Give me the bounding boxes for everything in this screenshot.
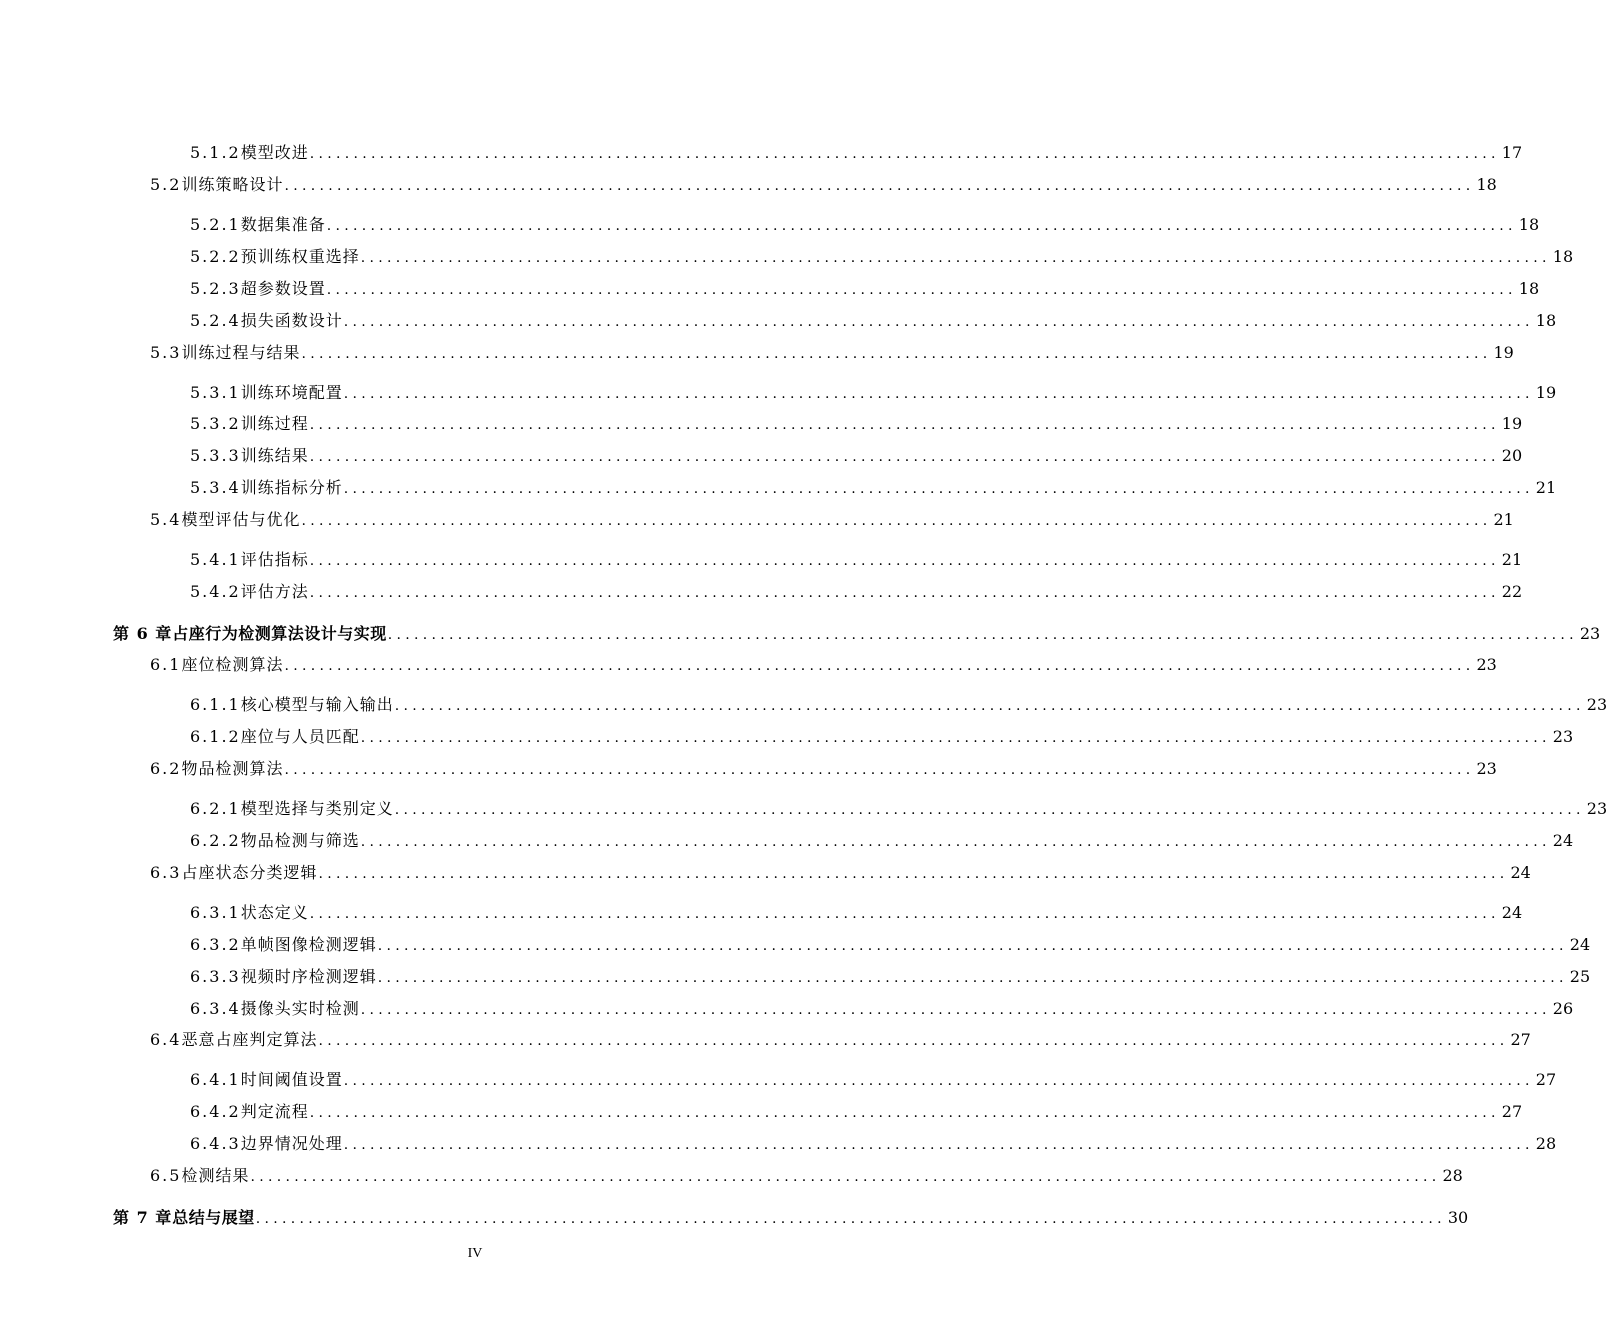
toc-dot-leader: ........................................................................................................................................ <box>309 449 1500 465</box>
toc-entry-title: 训练结果 <box>240 446 309 465</box>
toc-entry-page: 23 <box>1586 695 1607 714</box>
toc-entry-number: 6.1.1 <box>190 695 241 714</box>
toc-entry-page: 20 <box>1501 446 1523 465</box>
toc-entry-title: 物品检测与筛选 <box>240 831 360 850</box>
toc-dot-leader: ........................................................................................................................................ <box>343 1137 1534 1153</box>
toc-entry-page: 23 <box>1552 727 1574 746</box>
toc-chapter-entry[interactable] <box>113 1206 1469 1230</box>
toc-dot-leader: ........................................................................................................................................ <box>318 1033 1509 1049</box>
toc-dot-leader: ........................................................................................................................................ <box>343 386 1534 402</box>
toc-dot-leader: ........................................................................................................................................ <box>360 1002 1551 1018</box>
toc-entry-number: 5.3.3 <box>190 446 241 465</box>
toc-dot-leader: ........................................................................................................................................ <box>318 866 1509 882</box>
toc-entry-number: 6.3.3 <box>190 967 241 986</box>
toc-entry-title: 占座状态分类逻辑 <box>181 863 318 882</box>
toc-entry[interactable] <box>190 548 1523 572</box>
toc-dot-leader: ........................................................................................................................................ <box>326 282 1517 298</box>
toc-dot-leader: ........................................................................................................................................ <box>343 481 1534 497</box>
toc-entry-number: 5.3.2 <box>190 414 241 433</box>
toc-entry[interactable] <box>190 309 1557 333</box>
toc-entry-title: 恶意占座判定算法 <box>181 1030 318 1049</box>
toc-entry[interactable] <box>190 829 1574 853</box>
toc-entry-title: 训练过程 <box>240 414 309 433</box>
toc-entry-title: 座位与人员匹配 <box>240 727 360 746</box>
toc-entry-page: 18 <box>1518 279 1540 298</box>
toc-entry-page: 18 <box>1535 311 1557 330</box>
toc-entry[interactable] <box>150 757 1497 781</box>
toc-entry-number: 6.4 <box>150 1030 182 1049</box>
toc-dot-leader: ........................................................................................................................................ <box>394 698 1585 714</box>
toc-entry-page: 21 <box>1501 550 1523 569</box>
toc-entry-title: 座位检测算法 <box>181 655 284 674</box>
toc-entry-number: 5.4.2 <box>190 582 241 601</box>
toc-entry-title: 单帧图像检测逻辑 <box>240 935 377 954</box>
toc-entry-number: 5.3.1 <box>190 383 241 402</box>
toc-entry-number: 5.2.3 <box>190 279 241 298</box>
toc-entry-title: 训练策略设计 <box>181 175 284 194</box>
toc-entry-number: 6.4.1 <box>190 1070 241 1089</box>
toc-dot-leader: ........................................................................................................................................ <box>360 250 1551 266</box>
toc-entry[interactable] <box>190 725 1574 749</box>
toc-entry-page: 24 <box>1501 903 1523 922</box>
toc-entry-number: 5.3.4 <box>190 478 241 497</box>
toc-dot-leader: ........................................................................................................................................ <box>250 1169 1441 1185</box>
toc-entry[interactable] <box>190 141 1523 165</box>
toc-entry-number: 6.3.1 <box>190 903 241 922</box>
toc-entry[interactable] <box>190 1068 1557 1092</box>
toc-entry-title: 摄像头实时检测 <box>240 999 360 1018</box>
toc-entry-number: 5.4.1 <box>190 550 241 569</box>
toc-entry[interactable] <box>150 653 1497 677</box>
toc-entry-number: 5.1.2 <box>190 143 241 162</box>
toc-entry-page: 21 <box>1493 510 1514 529</box>
toc-entry-page: 23 <box>1476 759 1497 778</box>
toc-entry[interactable] <box>190 901 1523 925</box>
toc-entry-number: 5.2.2 <box>190 247 241 266</box>
toc-chapter-title: 占座行为检测算法设计与实现 <box>172 624 387 643</box>
toc-entry-title: 检测结果 <box>181 1166 250 1185</box>
toc-entry-number: 6.2.1 <box>190 799 241 818</box>
toc-entry-page: 26 <box>1552 999 1574 1018</box>
toc-entry-number: 5.2.1 <box>190 215 241 234</box>
toc-entry-title: 时间阈值设置 <box>240 1070 343 1089</box>
toc-dot-leader: ........................................................................................................................................ <box>284 178 1475 194</box>
toc-entry-number: 6.3.2 <box>190 935 241 954</box>
toc-dot-leader: ........................................................................................................................................ <box>360 730 1551 746</box>
toc-dot-leader: ........................................................................................................................................ <box>301 346 1492 362</box>
toc-entry-title: 训练过程与结果 <box>181 343 301 362</box>
toc-entry[interactable] <box>150 173 1497 197</box>
toc-entry-title: 训练指标分析 <box>240 478 343 497</box>
toc-dot-leader: ........................................................................................................................................ <box>255 1211 1446 1227</box>
toc-entry-page: 21 <box>1535 478 1557 497</box>
toc-entry-page: 23 <box>1586 799 1607 818</box>
toc-dot-leader: ........................................................................................................................................ <box>284 762 1475 778</box>
toc-entry[interactable] <box>150 861 1531 885</box>
toc-entry-page: 28 <box>1442 1166 1463 1185</box>
toc-entry[interactable] <box>190 797 1607 821</box>
toc-dot-leader: ........................................................................................................................................ <box>377 970 1568 986</box>
toc-entry-page: 28 <box>1535 1134 1557 1153</box>
toc-entry-page: 30 <box>1447 1208 1469 1227</box>
toc-entry-title: 损失函数设计 <box>240 311 343 330</box>
toc-entry[interactable] <box>190 965 1591 989</box>
toc-entry[interactable] <box>190 1100 1523 1124</box>
toc-entry[interactable] <box>190 580 1523 604</box>
toc-entry-number: 6.3.4 <box>190 999 241 1018</box>
toc-entry-number: 6.5 <box>150 1166 182 1185</box>
toc-entry-title: 边界情况处理 <box>240 1134 343 1153</box>
toc-entry-title: 模型改进 <box>240 143 309 162</box>
toc-entry[interactable] <box>150 341 1514 365</box>
toc-dot-leader: ........................................................................................................................................ <box>284 658 1475 674</box>
toc-entry-page: 24 <box>1552 831 1574 850</box>
toc-dot-leader: ........................................................................................................................................ <box>301 513 1492 529</box>
toc-entry[interactable] <box>190 381 1557 405</box>
toc-chapter-number: 第 7 章 <box>113 1208 173 1227</box>
toc-entry-page: 23 <box>1579 624 1601 643</box>
toc-entry[interactable] <box>150 1028 1531 1052</box>
toc-entry[interactable] <box>190 693 1607 717</box>
toc-entry-page: 23 <box>1476 655 1497 674</box>
toc-entry-title: 核心模型与输入输出 <box>240 695 394 714</box>
toc-dot-leader: ........................................................................................................................................ <box>377 938 1568 954</box>
toc-dot-leader: ........................................................................................................................................ <box>360 834 1551 850</box>
toc-entry-page: 27 <box>1510 1030 1531 1049</box>
toc-entry[interactable] <box>190 213 1540 237</box>
toc-chapter-title: 总结与展望 <box>172 1208 255 1227</box>
toc-entry-page: 22 <box>1501 582 1523 601</box>
toc-dot-leader: ........................................................................................................................................ <box>309 553 1500 569</box>
toc-entry-number: 6.1.2 <box>190 727 241 746</box>
toc-dot-leader: ........................................................................................................................................ <box>309 417 1500 433</box>
toc-entry-number: 5.4 <box>150 510 182 529</box>
toc-entry-number: 6.2.2 <box>190 831 241 850</box>
toc-entry-title: 训练环境配置 <box>240 383 343 402</box>
toc-entry-page: 19 <box>1501 414 1523 433</box>
toc-entry[interactable] <box>190 476 1557 500</box>
toc-dot-leader: ........................................................................................................................................ <box>387 627 1578 643</box>
toc-entry-title: 状态定义 <box>240 903 309 922</box>
toc-entry-number: 6.3 <box>150 863 182 882</box>
toc-entry-title: 数据集准备 <box>240 215 326 234</box>
page-number-footer: IV <box>467 1246 483 1261</box>
toc-entry-title: 评估方法 <box>240 582 309 601</box>
toc-entry-page: 17 <box>1501 143 1523 162</box>
toc-entry-number: 5.2.4 <box>190 311 241 330</box>
toc-entry[interactable] <box>190 245 1574 269</box>
toc-entry-title: 物品检测算法 <box>181 759 284 778</box>
toc-entry-number: 6.2 <box>150 759 182 778</box>
toc-entry-title: 视频时序检测逻辑 <box>240 967 377 986</box>
toc-entry[interactable] <box>190 997 1574 1021</box>
toc-entry-number: 6.4.3 <box>190 1134 241 1153</box>
toc-chapter-entry[interactable] <box>113 622 1601 646</box>
toc-entry-page: 24 <box>1510 863 1531 882</box>
toc-entry-title: 模型评估与优化 <box>181 510 301 529</box>
toc-dot-leader: ........................................................................................................................................ <box>309 146 1500 162</box>
toc-entry[interactable] <box>190 933 1591 957</box>
toc-dot-leader: ........................................................................................................................................ <box>326 218 1517 234</box>
toc-entry-page: 18 <box>1518 215 1540 234</box>
toc-entry-page: 27 <box>1501 1102 1523 1121</box>
toc-dot-leader: ........................................................................................................................................ <box>309 906 1500 922</box>
toc-entry-number: 6.4.2 <box>190 1102 241 1121</box>
toc-entry-page: 19 <box>1493 343 1514 362</box>
toc-entry-page: 19 <box>1535 383 1557 402</box>
toc-dot-leader: ........................................................................................................................................ <box>309 585 1500 601</box>
toc-entry[interactable] <box>150 1164 1463 1188</box>
toc-entry[interactable] <box>190 1132 1557 1156</box>
toc-entry[interactable] <box>190 444 1523 468</box>
toc-entry[interactable] <box>190 412 1523 436</box>
toc-entry-page: 18 <box>1476 175 1497 194</box>
toc-chapter-number: 第 6 章 <box>113 624 173 643</box>
toc-entry-title: 判定流程 <box>240 1102 309 1121</box>
toc-entry-page: 18 <box>1552 247 1574 266</box>
toc-entry-title: 评估指标 <box>240 550 309 569</box>
toc-entry-title: 模型选择与类别定义 <box>240 799 394 818</box>
toc-dot-leader: ........................................................................................................................................ <box>343 314 1534 330</box>
toc-entry[interactable] <box>190 277 1540 301</box>
toc-entry-page: 25 <box>1569 967 1591 986</box>
toc-entry-page: 27 <box>1535 1070 1557 1089</box>
toc-entry-page: 24 <box>1569 935 1591 954</box>
toc-entry[interactable] <box>150 508 1514 532</box>
toc-entry-number: 5.2 <box>150 175 182 194</box>
toc-entry-number: 6.1 <box>150 655 182 674</box>
toc-dot-leader: ........................................................................................................................................ <box>309 1105 1500 1121</box>
toc-entry-title: 超参数设置 <box>240 279 326 298</box>
toc-dot-leader: ........................................................................................................................................ <box>394 802 1585 818</box>
toc-entry-number: 5.3 <box>150 343 182 362</box>
toc-entry-title: 预训练权重选择 <box>240 247 360 266</box>
toc-dot-leader: ........................................................................................................................................ <box>343 1073 1534 1089</box>
